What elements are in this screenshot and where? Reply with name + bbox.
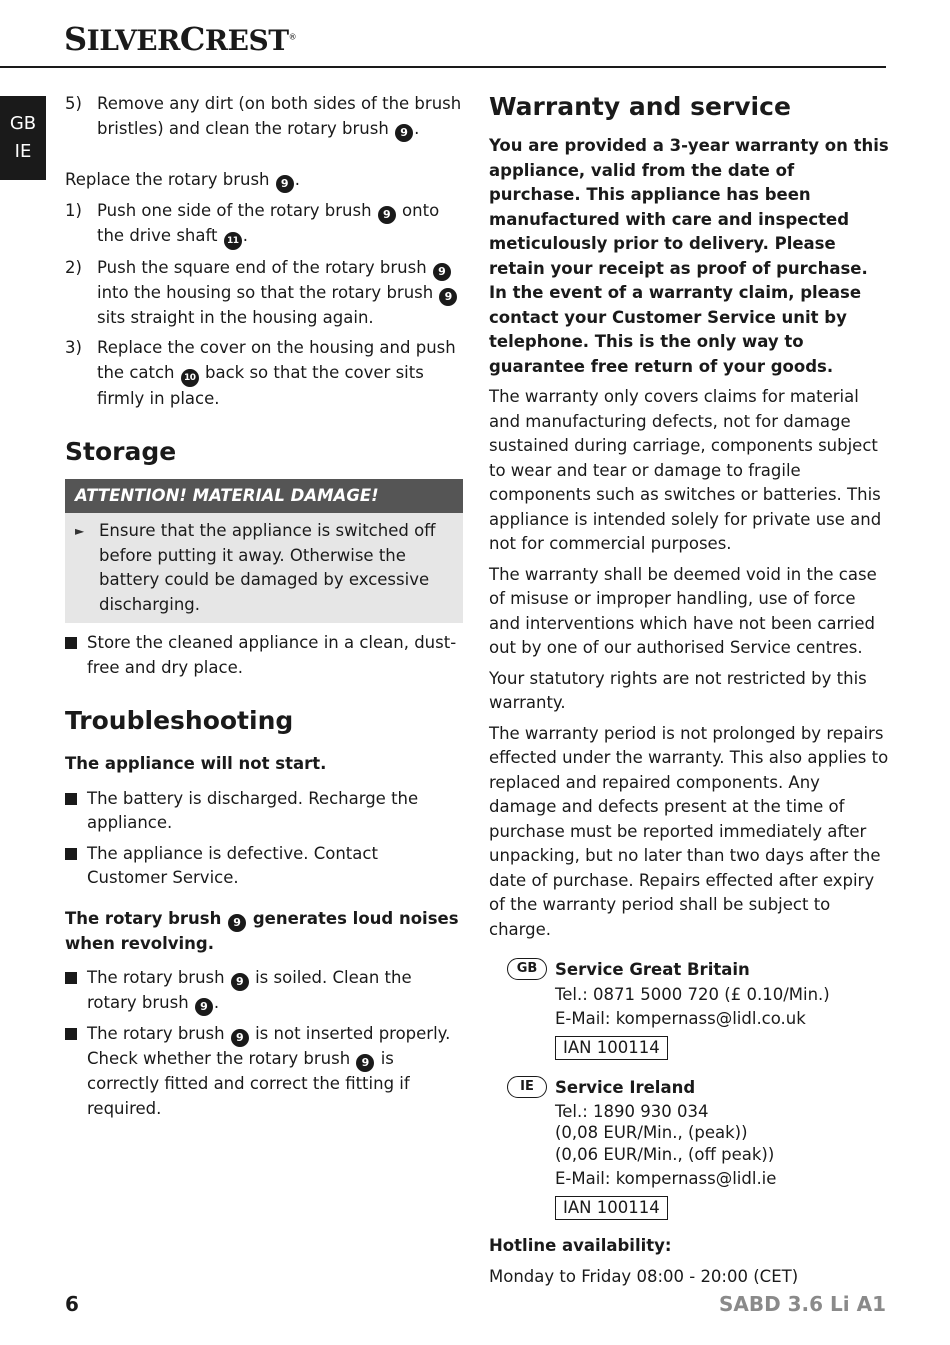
list-item: The rotary brush 9 is soiled. Clean the rotary brush 9 .	[65, 966, 463, 1016]
ref-number-icon: 9	[228, 914, 246, 932]
service-ireland: IE Service Ireland Tel.: 1890 930 034 (0,08 EUR/Min., (peak)) (0,06 EUR/Min., (off peak)) E-Mail: kompernass@lidl.ie IAN 100114	[489, 1076, 889, 1220]
attention-text: Ensure that the appliance is switched off before putting it away. Otherwise the battery could be damaged by excessive discharging.	[99, 521, 436, 614]
language-tab	[0, 96, 46, 180]
step-2: 2) Push the square end of the rotary brush 9 into the housing so that the rotary brush 9 sits straight in the housing again.	[65, 256, 463, 331]
square-bullet-icon	[65, 1028, 77, 1040]
left-column	[65, 92, 463, 1127]
ian-box: IAN 100114	[555, 1036, 668, 1060]
list-item: The battery is discharged. Recharge the appliance.	[65, 787, 463, 836]
ref-number-icon: 9	[395, 124, 413, 142]
ref-number-icon: 9	[231, 1029, 249, 1047]
warranty-intro: You are provided a 3-year warranty on this appliance, valid from the date of purchase. This appliance has been manufactured with care and inspected meticulously prior to delivery. Please retain your receipt as proof of purchase. In the event of a warranty claim, please contact your Customer Service unit by telephone. This is the only way to guarantee free return of your goods.	[489, 136, 889, 376]
country-badge-ie: IE	[507, 1076, 547, 1098]
ref-number-icon: 10	[181, 369, 199, 387]
list-item: Store the cleaned appliance in a clean, dust-free and dry place.	[65, 631, 463, 680]
ref-number-icon: 9	[356, 1054, 374, 1072]
square-bullet-icon	[65, 793, 77, 805]
language-ie: IE	[14, 141, 32, 162]
hotline-hours: Monday to Friday 08:00 - 20:00 (CET)	[489, 1266, 799, 1286]
square-bullet-icon	[65, 637, 77, 649]
list-item: The rotary brush 9 is not inserted properly. Check whether the rotary brush 9 is correctly fitted and correct the fitting if required.	[65, 1022, 463, 1121]
step-1: 1) Push one side of the rotary brush 9 onto the drive shaft 11 .	[65, 199, 463, 250]
service-ie-phone: Tel.: 1890 930 034	[555, 1101, 709, 1121]
right-column	[489, 92, 889, 1295]
ian-box: IAN 100114	[555, 1196, 668, 1220]
warranty-paragraph: Your statutory rights are not restricted by this warranty.	[489, 668, 867, 712]
ref-number-icon: 9	[195, 998, 213, 1016]
storage-heading: Storage	[65, 437, 177, 466]
problem-1-title: The appliance will not start.	[65, 754, 327, 773]
service-gb-email: E-Mail: kompernass@lidl.co.uk	[555, 1009, 806, 1028]
square-bullet-icon	[65, 972, 77, 984]
ref-number-icon: 9	[439, 288, 457, 306]
service-ie-rate-offpeak: (0,06 EUR/Min., (off peak))	[555, 1144, 775, 1164]
ref-number-icon: 11	[224, 232, 242, 250]
troubleshooting-heading: Troubleshooting	[65, 706, 294, 735]
problem-2-title: The rotary brush 9 generates loud noises when revolving.	[65, 908, 459, 953]
language-gb: GB	[9, 113, 37, 134]
country-badge-gb: GB	[507, 958, 547, 980]
model-name: SABD 3.6 Li A1	[718, 1292, 886, 1316]
hotline-title: Hotline availability:	[489, 1236, 672, 1255]
service-great-britain: GB Service Great Britain Tel.: 0871 5000 720 (£ 0.10/Min.) E-Mail: kompernass@lidl.co.uk IAN 100114	[489, 958, 889, 1060]
service-ie-rate-peak: (0,08 EUR/Min., (peak))	[555, 1122, 748, 1142]
header-rule	[0, 66, 886, 68]
warranty-paragraph: The warranty period is not prolonged by repairs effected under the warranty. This also applies to replaced and repaired components. Any damage and defects present at the time of purchase must be reported immediately after unpacking, but no later than two days after the date of purchase. Repairs effected after expiry of the warranty period shall be subject to charge.	[489, 723, 889, 939]
step-3: 3) Replace the cover on the housing and push the catch 10 back so that the cover sits firmly in place.	[65, 338, 456, 408]
ref-number-icon: 9	[231, 973, 249, 991]
brand-logo: SILVERCREST®	[64, 20, 297, 58]
page-number: 6	[65, 1292, 79, 1316]
attention-title: ATTENTION! MATERIAL DAMAGE!	[65, 479, 463, 513]
ref-number-icon: 9	[433, 263, 451, 281]
service-ie-email: E-Mail: kompernass@lidl.ie	[555, 1169, 777, 1188]
attention-box	[65, 479, 463, 623]
warranty-heading: Warranty and service	[489, 92, 791, 121]
step-5: 5) Remove any dirt (on both sides of the brush bristles) and clean the rotary brush 9 .	[65, 92, 463, 142]
replace-intro: Replace the rotary brush 9 .	[65, 168, 463, 193]
ref-number-icon: 9	[378, 206, 396, 224]
square-bullet-icon	[65, 848, 77, 860]
arrow-right-icon: ►	[75, 524, 85, 538]
ref-number-icon: 9	[276, 175, 294, 193]
service-gb-phone: Tel.: 0871 5000 720 (£ 0.10/Min.)	[555, 984, 830, 1004]
list-item: The appliance is defective. Contact Customer Service.	[65, 842, 463, 891]
warranty-paragraph: The warranty only covers claims for material and manufacturing defects, not for damage sustained during carriage, components subject to wear and tear or damage to fragile components such as switches or batteries. This appliance is intended solely for private use and not for commercial purposes.	[489, 387, 882, 553]
warranty-paragraph: The warranty shall be deemed void in the case of misuse or improper handling, use of force and interventions which have not been carried out by one of our authorised Service centres.	[489, 564, 877, 657]
